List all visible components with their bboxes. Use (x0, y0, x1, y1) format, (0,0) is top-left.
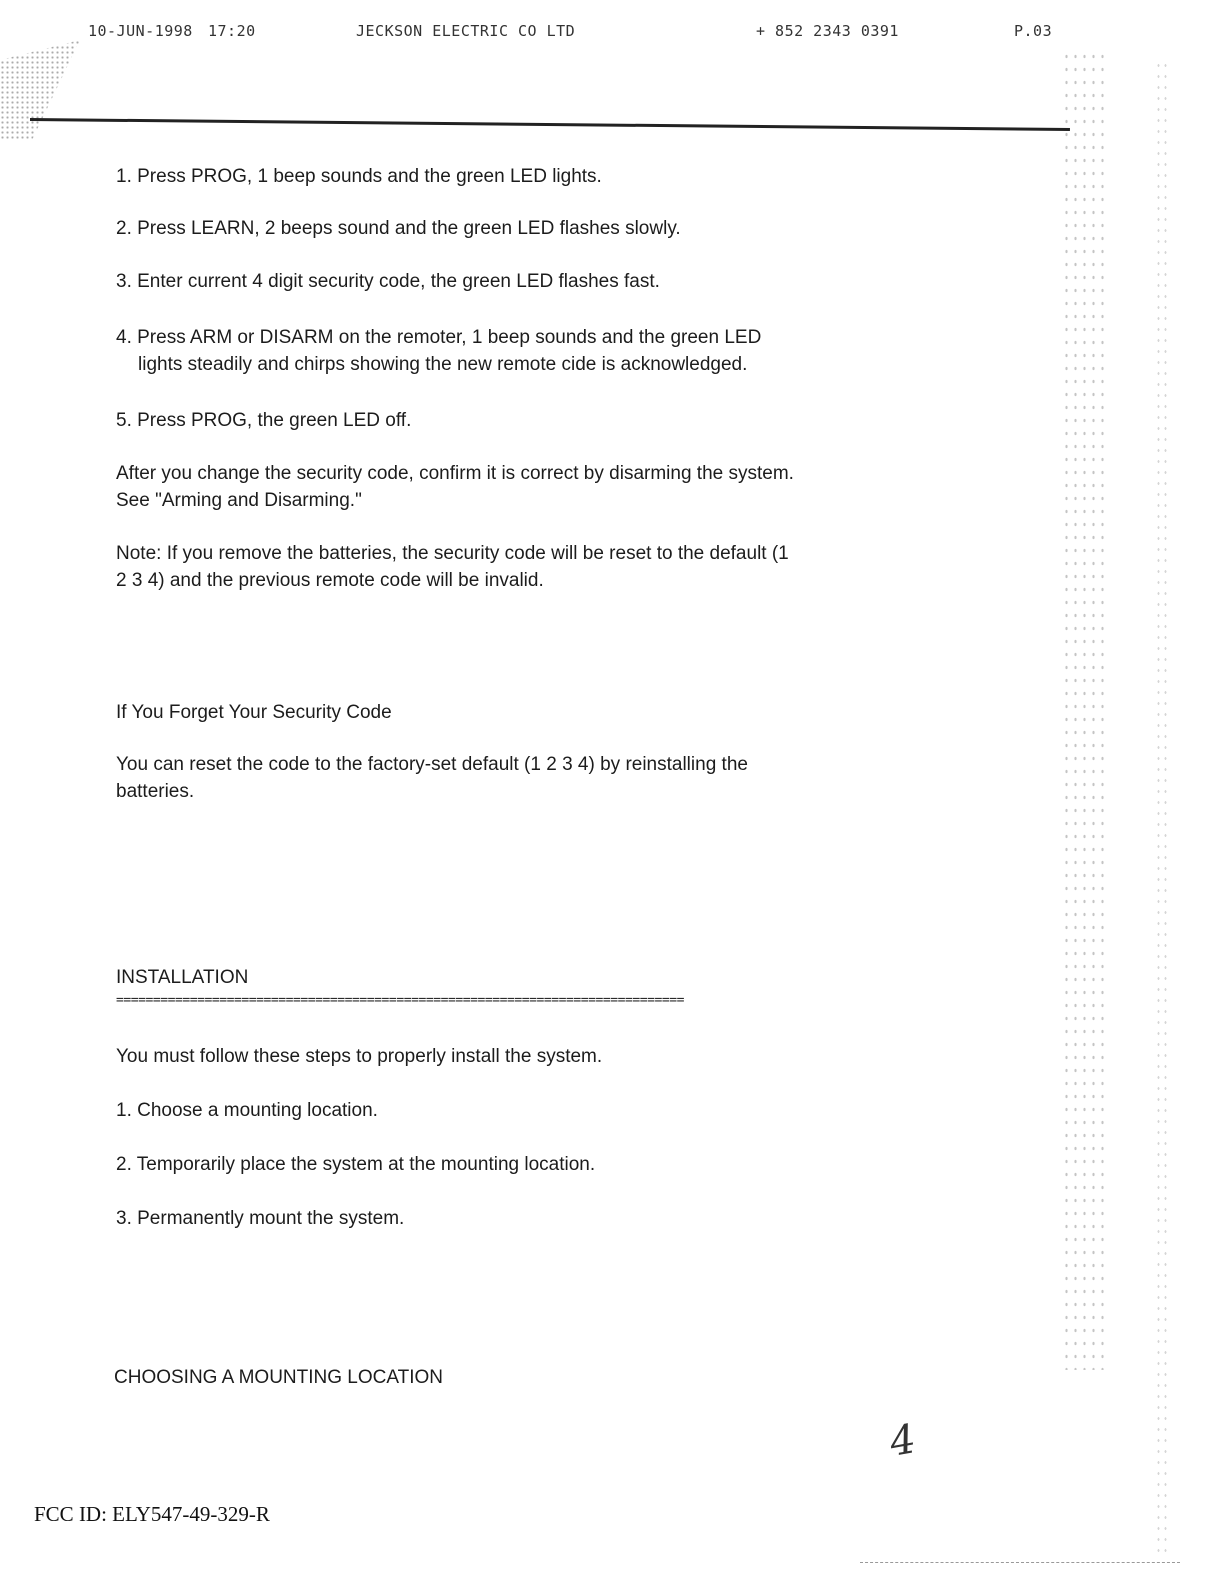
after-change-line-1: After you change the security code, confirm it is correct by disarming the system. (116, 463, 794, 484)
fax-time: 17:20 (208, 22, 256, 40)
handwritten-page-number: 4 (886, 1416, 920, 1466)
installation-intro: You must follow these steps to properly install the system. (116, 1046, 603, 1067)
after-change-line-2: See "Arming and Disarming." (116, 490, 362, 511)
forget-line-1: You can reset the code to the factory-set default (1 2 3 4) by reinstalling the (116, 754, 748, 775)
step-2: 2. Press LEARN, 2 beeps sound and the green LED flashes slowly. (116, 218, 681, 239)
step-3: 3. Enter current 4 digit security code, the green LED flashes fast. (116, 271, 660, 292)
fax-date: 10-JUN-1998 (88, 22, 193, 40)
fax-company: JECKSON ELECTRIC CO LTD (356, 22, 576, 40)
forget-heading: If You Forget Your Security Code (116, 702, 392, 723)
step-4-line-2: lights steadily and chirps showing the new remote cide is acknowledged. (138, 354, 748, 375)
step-5: 5. Press PROG, the green LED off. (116, 410, 412, 431)
step-4-line-1: 4. Press ARM or DISARM on the remoter, 1 beep sounds and the green LED (116, 327, 762, 348)
installation-step-1: 1. Choose a mounting location. (116, 1100, 378, 1121)
installation-step-3: 3. Permanently mount the system. (116, 1208, 405, 1229)
fax-page: P.03 (1014, 22, 1053, 40)
choosing-heading: CHOOSING A MOUNTING LOCATION (114, 1367, 444, 1388)
scan-noise-right-edge (1062, 50, 1110, 1370)
scan-noise-corner (0, 40, 80, 140)
installation-step-2: 2. Temporarily place the system at the mounting location. (116, 1154, 596, 1175)
bottom-dashed-line (860, 1562, 1180, 1564)
note-line-1: Note: If you remove the batteries, the security code will be reset to the default (1 (116, 543, 789, 564)
fcc-id: FCC ID: ELY547-49-329-R (34, 1502, 270, 1526)
installation-underline: ============================================================================= (116, 993, 685, 1008)
note-line-2: 2 3 4) and the previous remote code will be invalid. (116, 570, 544, 591)
scan-noise-far-edge (1155, 60, 1169, 1560)
header-rule (30, 118, 1070, 131)
fax-phone: + 852 2343 0391 (756, 22, 899, 40)
step-1: 1. Press PROG, 1 beep sounds and the green LED lights. (116, 166, 602, 187)
forget-line-2: batteries. (116, 781, 195, 802)
installation-heading: INSTALLATION (116, 967, 249, 988)
